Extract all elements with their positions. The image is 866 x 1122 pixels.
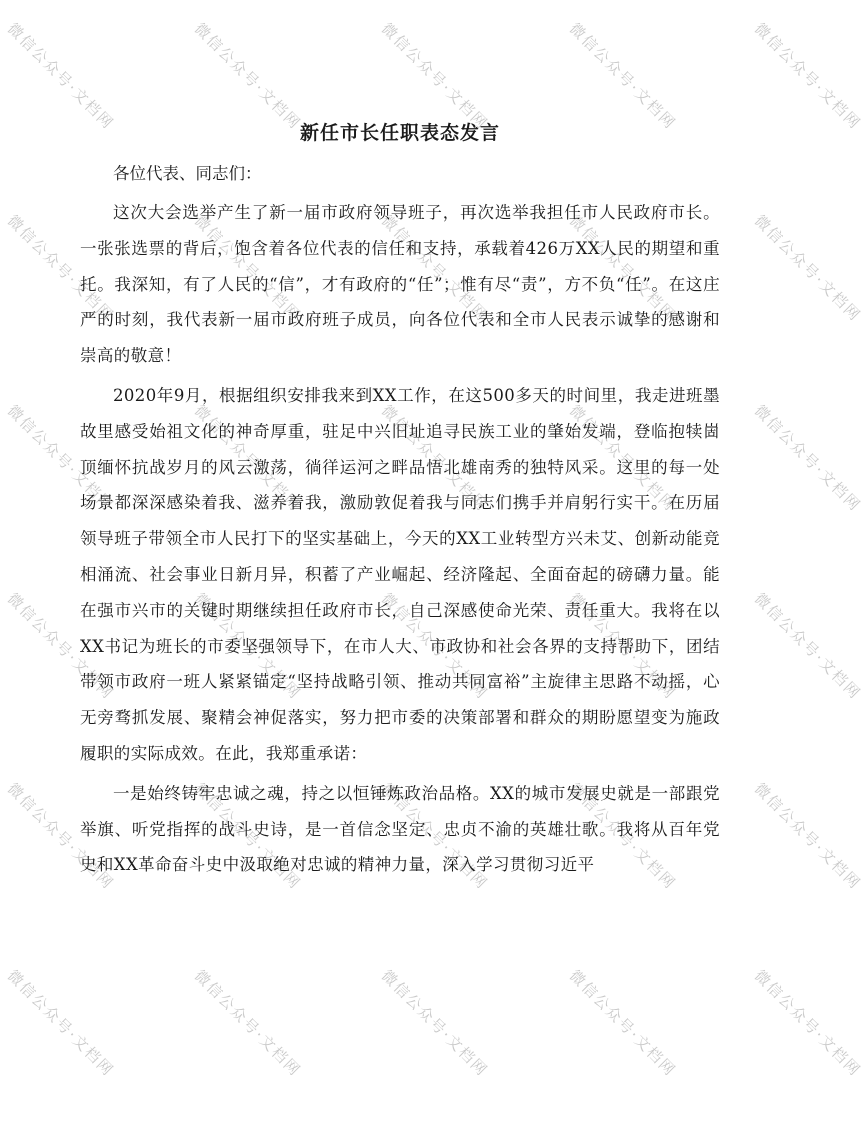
watermark-text: 微信公众号·文档网: [3, 19, 118, 134]
watermark-text: 微信公众号·文档网: [565, 211, 680, 326]
watermark-text: 微信公众号·文档网: [190, 779, 305, 894]
watermark-text: 微信公众号·文档网: [377, 589, 492, 704]
paragraph: 这次大会选举产生了新一届市政府领导班子，再次选举我担任市人民政府市长。一张张选票的背后，饱含着各位代表的信任和支持，承载着426万XX人民的期望和重托。我深知，有了人民的“信”，才有政府的“任”；惟有尽“责”，方不负“任”。在这庄严的时刻，我代表新一届市政府班子成员，向各位代表和全市人民表示诚挚的感谢和崇高的敬意！: [80, 203, 720, 366]
watermark-text: 微信公众号·文档网: [565, 589, 680, 704]
paragraph: 2020年9月，根据组织安排我来到XX工作，在这500多天的时间里，我走进班墨故里感受始祖文化的神奇厚重，驻足中兴旧址追寻民族工业的肇始发端，登临抱犊崮顶缅怀抗战岁月的风云激荡，徜徉运河之畔品悟北雄南秀的独特风采。这里的每一处场景都深深感染着我、滋养着我，激励敦促着我与同志们携手并肩躬行实干。在历届领导班子带领全市人民打下的坚实基础上，今天的XX工业转型方兴未艾、创新动能竞相涌流、社会事业日新月异，积蓄了产业崛起、经济隆起、全面奋起的磅礴力量。能在强市兴市的关键时期继续担任政府市长，自己深感使命光荣、责任重大。我将在以XX书记为班长的市委坚强领导下，在市人大、市政协和社会各界的支持帮助下，团结带领市政府一班人紧紧锚定“坚持战略引领、推动共同富裕”主旋律主思路不动摇，心无旁骛抓发展、聚精会神促落实，努力把市委的决策部署和群众的期盼愿望变为施政履职的实际成效。在此，我郑重承诺：: [80, 385, 720, 763]
watermark-text: 微信公众号·文档网: [3, 211, 118, 326]
document-body: [80, 118, 720, 883]
watermark-text: 微信公众号·文档网: [3, 779, 118, 894]
watermark-text: 微信公众号·文档网: [3, 966, 118, 1081]
watermark-text: 微信公众号·文档网: [377, 401, 492, 516]
watermark-text: 微信公众号·文档网: [3, 401, 118, 516]
watermark-text: 微信公众号·文档网: [190, 211, 305, 326]
watermark-text: 微信公众号·文档网: [750, 966, 865, 1081]
watermark-text: 微信公众号·文档网: [377, 779, 492, 894]
watermark-text: 微信公众号·文档网: [750, 401, 865, 516]
watermark-text: 微信公众号·文档网: [750, 779, 865, 894]
watermark-text: 微信公众号·文档网: [190, 401, 305, 516]
watermark-text: 微信公众号·文档网: [565, 401, 680, 516]
watermark-text: 微信公众号·文档网: [565, 779, 680, 894]
watermark-text: 微信公众号·文档网: [750, 211, 865, 326]
watermark-text: 微信公众号·文档网: [750, 19, 865, 134]
watermark-text: 微信公众号·文档网: [3, 589, 118, 704]
watermark-text: 微信公众号·文档网: [565, 19, 680, 134]
watermark-text: 微信公众号·文档网: [377, 966, 492, 1081]
document-title: 新任市长任职表态发言: [299, 122, 500, 144]
paragraph: 一是始终铸牢忠诚之魂，持之以恒锤炼政治品格。XX的城市发展史就是一部跟党举旗、听党指挥的战斗史诗，是一首信念坚定、忠贞不渝的英雄壮歌。我将从百年党史和XX革命奋斗史中汲取绝对忠诚的精神力量，深入学习贯彻习近平: [80, 783, 720, 875]
watermark-text: 微信公众号·文档网: [377, 211, 492, 326]
salutation: 各位代表、同志们：: [113, 164, 262, 183]
watermark-text: 微信公众号·文档网: [565, 966, 680, 1081]
watermark-text: 微信公众号·文档网: [750, 589, 865, 704]
watermark-text: 微信公众号·文档网: [190, 589, 305, 704]
watermark-text: 微信公众号·文档网: [190, 966, 305, 1081]
watermark-text: 微信公众号·文档网: [377, 19, 492, 134]
watermark-text: 微信公众号·文档网: [190, 19, 305, 134]
